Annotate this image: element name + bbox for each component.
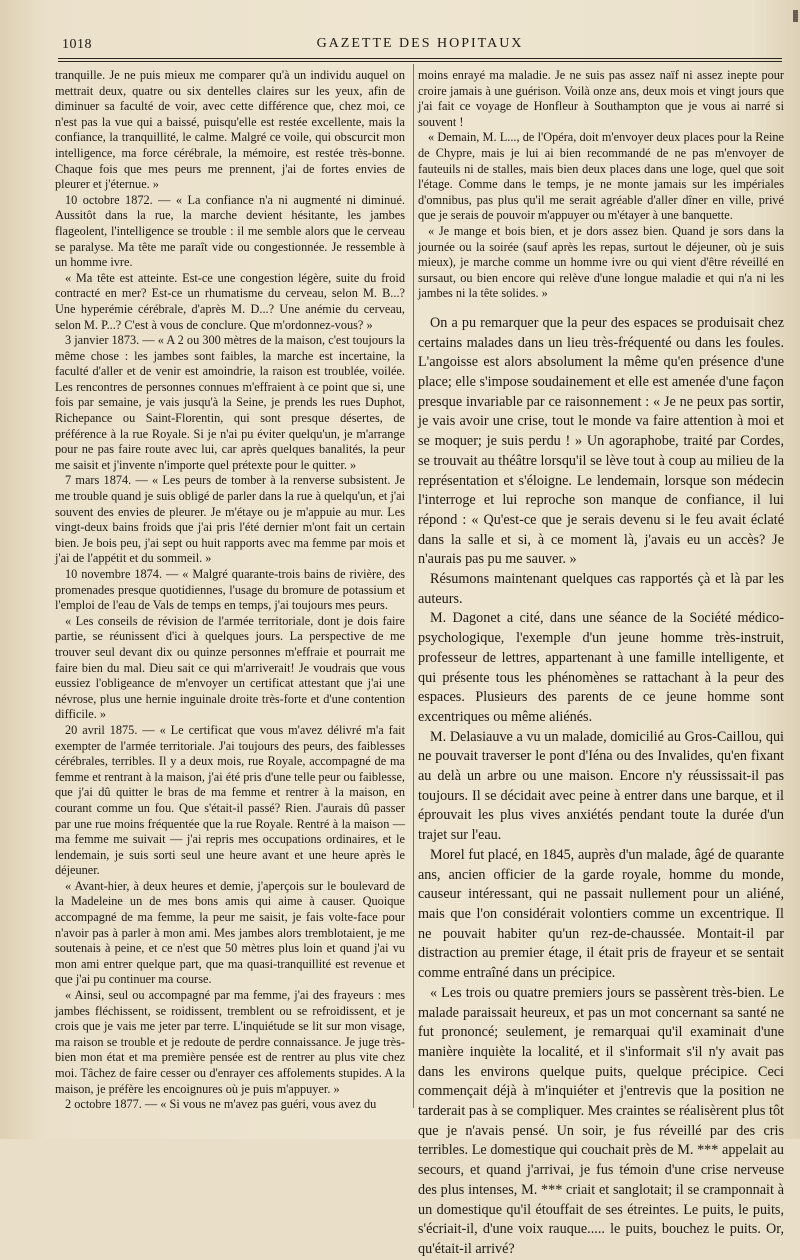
journal-title: GAZETTE DES HOPITAUX [316, 36, 524, 51]
paragraph: 2 octobre 1877. — « Si vous ne m'avez pas guéri, vous avez du [65, 1097, 377, 1112]
paragraph: « Les trois ou quatre premiers jours se passèrent très-bien. Le malade paraissait heureux, et pas un mot concernant sa santé ne fut prononcé; seulement, je remarquai qu'il examinait d'une manière inquiète la localité, et il s'informait s'il n'y avait pas dans les environs quelque puits, quelque précipice. Ceci commençait déjà à m'inquiéter et j'entrevis que la position ne tarderait pas à se compliquer. Mes craintes se réalisèrent plus tôt que je n'avais pensé. Un soir, je fus réveillé par des cris terribles. Le domestique qui couchait près de M. *** appelait au secours, et quand j'arrivai, je fus témoin d'une crise nerveuse des plus intenses, M. *** criait et sanglotait; il se cramponnait à un domestique qu'il étouffait de ses étreintes. Le puits, le puits, s'écriait-il, d'une voix rauque..... le puits, bouchez le puits. Or, qu'était-il arrivé? [418, 984, 784, 1257]
paragraph: M. Delasiauve a vu un malade, domicilié au Gros-Caillou, qui ne pouvait traverser le pont d'Iéna ou des Invalides, qu'en fixant au delà un arbre ou une maison. Encore n'y réussissait-il pas toujours. Il se décidait avec peine à entrer dans une barque, et il éprouvait les plus vives anxiétés pendant toute la durée d'un trajet sur l'eau. [418, 728, 784, 844]
paragraph: 20 avril 1875. — « Le certificat que vous m'avez délivré m'a fait exempter de l'armée territoriale. J'ai toujours des peurs, des faiblesses cérébrales, terribles. Il y a deux mois, rue Royale, accompagné de ma femme et rentrant à la maison, j'ai été pris d'une telle peur ou faiblesse, que j'ai dû quitter le bras de ma femme et rentrer à la maison, en courant comme un fou. Que s'était-il passé? Rien. J'aurais dû passer par une rue moins fréquentée que la rue Royale. Rentré à la maison — ma femme me suivait — j'ai repris mes occupations ordinaires, et le lendemain, je suis sorti seul une heure avant et une heure après le déjeuner. [55, 722, 405, 878]
paragraph: 10 octobre 1872. — « La confiance n'a ni augmenté ni diminué. Aussitôt dans la rue, la marche devient hésitante, les jambes flageolent, l'intelligence se trouble : il me semble alors que le cerveau se paralyse. Ma tête me paraît vide ou congestionnée. Je ressemble à un homme ivre. [55, 192, 405, 270]
paragraph: « Je mange et bois bien, et je dors assez bien. Quand je sors dans la journée ou la soirée (sauf après les repas, surtout le déjeuner, où je suis mieux), je marche comme un homme ivre ou qui vient d'être réveillé en sursaut, ou bien encore qui relève d'une longue maladie et qui n'a ni les jambes ni la tête solides. » [418, 223, 784, 301]
paragraph: tranquille. Je ne puis mieux me comparer qu'à un individu auquel on mettrait deux, quatre ou six dentelles claires sur les yeux, afin de diminuer sa faculté de voir, avec cette différence que, chez moi, ce n'est pas la vue qui a baissé, puisqu'elle est restée excellente, mais la confiance, la tranquillité, le calme. Malgré ce voile, qui obscurcit mon intelligence, ma force cérébrale, la mémoire, est restée très-bonne. Chaque fois que mes peurs me prennent, j'ai de fortes envies de pleurer et j'éternue. » [55, 68, 405, 192]
paragraph: « Avant-hier, à deux heures et demie, j'aperçois sur le boulevard de la Madeleine un de mes bons amis qui aime à causer. Quoique accompagné de ma femme, la peur me saisit, je fais volte-face pour n'avoir pas à parler à mon ami. Mes jambes alors tremblotaient, je me soutenais à peine, et ce n'est que 50 mètres plus loin et quand j'ai vu mon ami entrer quelque part, que ma quasi-tranquillité est revenue et que j'ai pu continuer ma course. [55, 878, 405, 987]
article-body [418, 314, 784, 1260]
paragraph: « Demain, M. L..., de l'Opéra, doit m'envoyer deux places pour la Reine de Chypre, mais je lui ai bien recommandé de ne pas m'envoyer de fauteuils ni de stalles, mais bien deux places dans une loge, quel que soit l'étage. Comme dans le temps, je ne monte jamais sur les impériales d'omnibus, pas plus qu'il me serait agréable d'aller dîner en ville, privé que je serais de pouvoir m'appuyer ou m'étayer à une banquette. [418, 130, 784, 223]
paragraph: moins enrayé ma maladie. Je ne suis pas assez naïf ni assez inepte pour croire jamais à une guérison. Voilà onze ans, deux mois et vingt jours que j'ai fait ce voyage de Honfleur à Southampton que je vous ai narré si souvent ! [418, 68, 784, 129]
paragraph: 3 janvier 1873. — « A 2 ou 300 mètres de la maison, c'est toujours la même chose : les jambes sont faibles, la marche est incertaine, la faculté d'aller et de venir est amoindrie, la raison est troublée, voilée. Les rencontres de personnes connues m'effraient à ce point que si, une fois par semaine, je vais jusqu'à la Seine, je prends les rues Duphot, Richepance ou Saint-Florentin, qui sont presque désertes, de préférence à la rue Royale. Si je n'ai pu éviter quelqu'un, je m'arrange pour ne pas faire route avec lui, car après quelques banalités, la peur me saisit et j'invente n'importe quel prétexte pour le quitter. » [55, 333, 405, 472]
paragraph: Résumons maintenant quelques cas rapportés çà et là par les auteurs. [418, 571, 784, 607]
paragraph: Morel fut placé, en 1845, auprès d'un malade, âgé de quarante ans, ancien officier de la garde royale, homme du monde, causeur intéressant, qui ne passait nullement pour un aliéné, mais que l'on considérait volontiers comme un excentrique. Il ne pouvait habiter qu'un rez-de-chaussée. Montait-il par distraction au premier étage, il était pris de frayeur et se sentait comme entraîné dans un précipice. [418, 846, 784, 982]
paragraph: 7 mars 1874. — « Les peurs de tomber à la renverse subsistent. Je me trouble quand je suis obligé de parler dans la rue à quelqu'un, et j'ai souvent des envies de pleurer. Je m'étaye ou je m'appuie au mur. Les vingt-deux bains froids que j'ai pris l'été dernier m'ont fait un certain bien. Je bois peu, j'ai sept ou huit rapports avec ma femme par mois et j'ai de l'appétit et du sommeil. » [55, 473, 405, 566]
paragraph: « Ainsi, seul ou accompagné par ma femme, j'ai des frayeurs : mes jambes fléchissent, se roidissent, tremblent ou se refroidissent, et je crois que je vais me jeter par terre. L'inquiétude se lit sur mon visage, ma raison se trouble et je redoute de perdre connaissance. Je juge très-bien mon état et ma première pensée est de rentrer au plus vite chez moi. Tâchez de faire cesser ou d'enrayer ces affolements stupides. A la maison, je préfère les encoignures où je puis m'appuyer. » [55, 988, 405, 1096]
right-column [418, 68, 784, 1257]
paragraph: M. Dagonet a cité, dans une séance de la Société médico-psychologique, l'exemple d'un jeune homme très-instruit, professeur de lettres, appartenant à une famille intelligente, et qui présente tous les phénomènes se rattachant à la peur des espaces. Plusieurs des parents de ce jeune homme sont excentriques ou même aliénés. [418, 610, 784, 725]
paragraph: « Les conseils de révision de l'armée territoriale, dont je dois faire partie, se réunissent d'ici à quelques jours. La perspective de me trouver seul devant dix ou quinze personnes m'effraie et pourrait me faire bien du mal. Dieu sait ce qui m'arriverait! Je voudrais que vous eussiez l'obligeance de m'envoyer un certificat attestant que j'ai une névrose, plus une hernie inguinale droite très-forte et d'une contention difficile. » [55, 613, 405, 722]
paragraph: On a pu remarquer que la peur des espaces se produisait chez certains malades dans un lieu très-fréquenté ou dans les foules. L'angoisse est alors absolument la même qu'en présence d'une place; elle s'impose soudainement et elle est amenée d'une façon presque invariable par ce raisonnement : « Je ne peux pas sortir, je vais avoir une crise, tout le monde va faire attention à moi et se moquer; je suis perdu ! » Un agoraphobe, traité par Cordes, se trouvait au théâtre lorsqu'il se lève tout à coup au milieu de la représentation et s'éloigne. Le lendemain, lorsque son médecin l'interroge et lui reproche son manque de confiance, il lui répond : « Qu'est-ce que je serais devenu si le feu avait éclaté dans la salle et si, à ce moment là, j'avais eu un accès? Je n'aurais pas pu me sauver. » [418, 314, 784, 568]
paragraph: 10 novembre 1874. — « Malgré quarante-trois bains de rivière, des promenades presque quotidiennes, l'usage du bromure de potassium et l'emploi de l'eau de Vals de temps en temps, j'ai toujours mes peurs. [55, 567, 405, 613]
scan-edge-mark [793, 10, 798, 22]
section-gap [418, 302, 784, 314]
header-rule-top [58, 58, 782, 59]
paragraph: « Ma tête est atteinte. Est-ce une congestion légère, suite du froid contracté en mer? Est-ce un rhumatisme du cerveau, selon M. B...? Une hyperémie cérébrale, d'après M. D...? Une anémie du cerveau, selon M. P...? C'est à vous de conclure. Que m'ordonnez-vous? » [55, 270, 405, 332]
left-column [55, 68, 405, 1128]
page-header [58, 34, 782, 58]
column-separator [413, 64, 414, 1108]
header-rule-bottom [58, 61, 782, 62]
page-number: 1018 [62, 37, 92, 52]
